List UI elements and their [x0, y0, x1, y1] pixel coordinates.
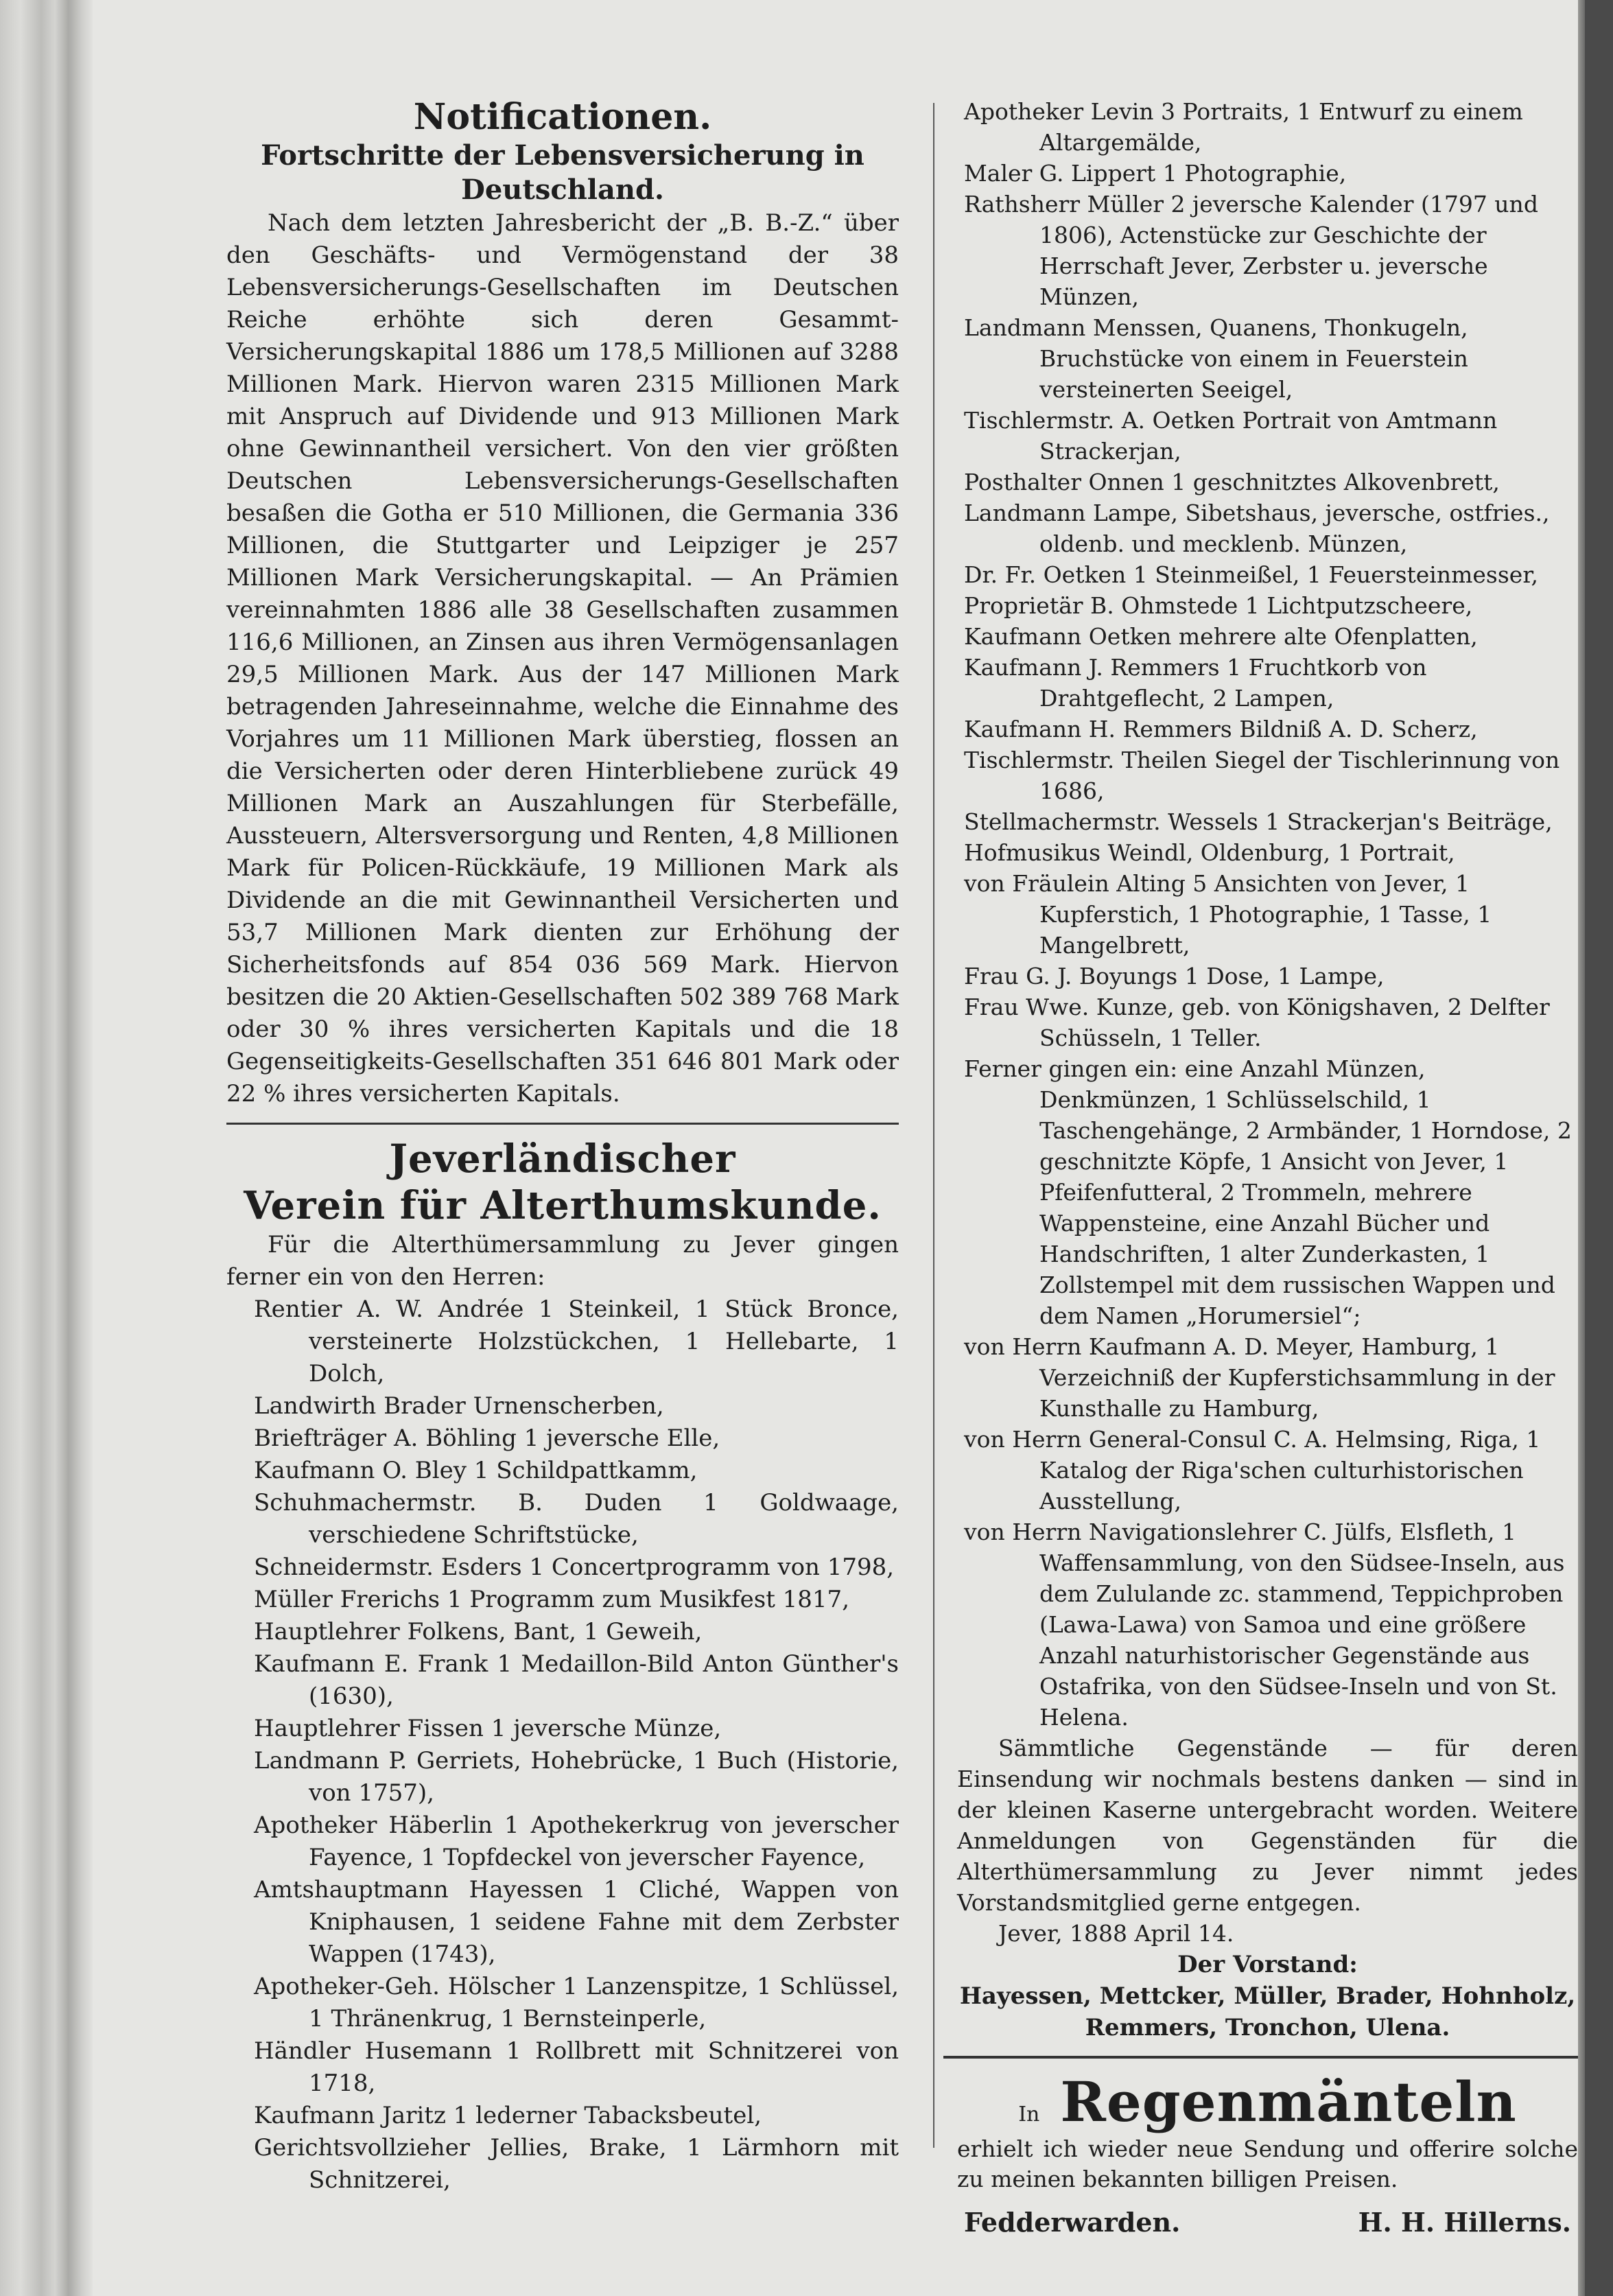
donor-entry: Posthalter Onnen 1 geschnitztes Alkovenbrett, — [964, 469, 1500, 495]
verein-intro: Für die Alterthümersammlung zu Jever gingen ferner ein von den Herren: — [226, 1231, 899, 1291]
donor-entry: Briefträger A. Böhling 1 jeversche Elle, — [254, 1425, 720, 1452]
insurance-article-title: Fortschritte der Lebensversicherung in Deutschland. — [261, 139, 864, 206]
donor-entry: Apotheker Levin 3 Portraits, 1 Entwurf zu einem Altargemälde, — [964, 98, 1523, 156]
donor-entry: Hofmusikus Weindl, Oldenburg, 1 Portrait, — [964, 839, 1455, 866]
donor-entry: Dr. Fr. Oetken 1 Steinmeißel, 1 Feuersteinmesser, — [964, 561, 1538, 588]
donor-entry: Hauptlehrer Folkens, Bant, 1 Geweih, — [254, 1618, 703, 1645]
donor-entry: Kaufmann H. Remmers Bildniß A. D. Scherz, — [964, 716, 1478, 742]
donor-entry: Frau G. J. Boyungs 1 Dose, 1 Lampe, — [964, 963, 1385, 989]
donor-entry: von Herrn Kaufmann A. D. Meyer, Hamburg, 1 Verzeichniß der Kupferstichsammlung in der Kunsthalle zu Hamburg, — [964, 1333, 1555, 1422]
column-divider — [933, 103, 934, 2148]
donor-entry: Stellmachermstr. Wessels 1 Strackerjan's Beiträge, — [964, 808, 1553, 835]
donor-entry: Schneidermstr. Esders 1 Concertprogramm von 1798, — [254, 1554, 895, 1581]
ad-place: Fedderwarden. — [964, 2207, 1181, 2238]
board-names: Hayessen, Mettcker, Müller, Brader, Hohnholz, Remmers, Tronchon, Ulena. — [959, 1982, 1576, 2041]
donor-entry: Frau Wwe. Kunze, geb. von Königshaven, 2 Delfter Schüsseln, 1 Teller. — [964, 994, 1550, 1051]
donor-list-left — [226, 1293, 899, 2197]
section-divider — [226, 1123, 899, 1125]
donor-entry: Apotheker Häberlin 1 Apothekerkrug von jeverscher Fayence, 1 Topfdeckel von jeverscher Fayence, — [254, 1812, 899, 1871]
notice-date: Jever, 1888 April 14. — [998, 1920, 1234, 1947]
donor-entry: Gerichtsvollzieher Jellies, Brake, 1 Lärmhorn mit Schnitzerei, — [254, 2134, 899, 2194]
verein-title-line1: Jeverländischer — [389, 1136, 736, 1182]
notifications-title: Notificationen. — [413, 96, 712, 138]
donor-list-right — [957, 96, 1578, 1733]
right-column — [957, 96, 1578, 2238]
donor-entry: von Fräulein Alting 5 Ansichten von Jever, 1 Kupferstich, 1 Photographie, 1 Tasse, 1 Mangelbrett, — [964, 870, 1492, 959]
ad-footer — [957, 2207, 1578, 2238]
donor-entry: Tischlermstr. Theilen Siegel der Tischlerinnung von 1686, — [964, 747, 1560, 804]
donor-entry: Händler Husemann 1 Rollbrett mit Schnitzerei von 1718, — [254, 2037, 899, 2097]
insurance-article-text: Nach dem letzten Jahresbericht der „B. B.-Z.“ über den Geschäfts- und Vermögenstand der 38 Lebensversicherungs-Gesellschaften im Deutschen Reiche erhöhte sich deren Gesammt-Versicherungskapital 1886 um 178,5 Millionen auf 3288 Millionen Mark. Hiervon waren 2315 Millionen Mark mit Anspruch auf Dividende und 913 Millionen Mark ohne Gewinnantheil versichert. Von den vier größten Deutschen Lebensversicherungs-Gesellschaften besaßen die Gotha er 510 Millionen, die Germania 336 Millionen, die Stuttgarter und Leipziger je 257 Millionen Mark Versicherungskapital. — An Prämien vereinnahmten 1886 alle 38 Gesellschaften zusammen 116,6 Millionen, an Zinsen aus ihren Vermögensanlagen 29,5 Millionen Mark. Aus der 147 Millionen Mark betragenden Jahreseinnahme, welche die Einnahme des Vorjahres um 11 Millionen Mark überstieg, flossen an die Versicherten oder deren Hinterbliebene zurück 49 Millionen Mark an Auszahlungen für Sterbefälle, Aussteuern, Altersversorgung und Renten, 4,8 Millionen Mark für Policen-Rückkäufe, 19 Millionen Mark als Dividende an die mit Gewinnantheil Versicherten und 53,7 Millionen Mark dienten zur Erhöhung der Sicherheitsfonds auf 854 036 569 Mark. Hiervon besitzen die 20 Aktien-Gesellschaften 502 389 768 Mark oder 30 % ihres versicherten Kapitals und die 18 Gegenseitigkeits-Gesellschaften 351 646 801 Mark oder 22 % ihres versicherten Kapitals. — [226, 209, 899, 1108]
donor-entry: Kaufmann E. Frank 1 Medaillon-Bild Anton Günther's (1630), — [254, 1650, 899, 1710]
donor-entry: Tischlermstr. A. Oetken Portrait von Amtmann Strackerjan, — [964, 407, 1498, 465]
donor-entry: Rentier A. W. Andrée 1 Steinkeil, 1 Stück Bronce, versteinerte Holzstückchen, 1 Hellebarte, 1 Dolch, — [254, 1296, 899, 1387]
donor-entry: Müller Frerichs 1 Programm zum Musikfest 1817, — [254, 1586, 849, 1613]
donor-entry: von Herrn Navigationslehrer C. Jülfs, Elsfleth, 1 Waffensammlung, von den Südsee-Inseln, aus dem Zululande zc. stammend, Teppichproben (Lawa-Lawa) von Samoa und eine größere Anzahl naturhistorischer Gegenstände aus Ostafrika, von den Südsee-Inseln und von St. Helena. — [964, 1519, 1565, 1731]
left-column — [226, 96, 899, 2197]
donor-entry: Kaufmann O. Bley 1 Schildpattkamm, — [254, 1457, 698, 1484]
donor-entry: Kaufmann J. Remmers 1 Fruchtkorb von Drahtgeflecht, 2 Lampen, — [964, 654, 1427, 712]
ad-title: Regenmänteln — [1060, 2070, 1517, 2134]
donor-entry: von Herrn General-Consul C. A. Helmsing, Riga, 1 Katalog der Riga'schen culturhistorischen Ausstellung, — [964, 1426, 1541, 1514]
ad-headline — [957, 2070, 1578, 2134]
donor-entry: Kaufmann Jaritz 1 lederner Tabacksbeutel, — [254, 2102, 762, 2129]
ad-text: erhielt ich wieder neue Sendung und offerire solche zu meinen bekannten billigen Preisen. — [957, 2135, 1578, 2192]
donor-entry: Schuhmachermstr. B. Duden 1 Goldwaage, verschiedene Schriftstücke, — [254, 1489, 899, 1549]
donor-entry: Landmann Menssen, Quanens, Thonkugeln, Bruchstücke von einem in Feuerstein versteinerten Seeigel, — [964, 314, 1468, 403]
board-label: Der Vorstand: — [1177, 1951, 1358, 1978]
closing-text: Sämmtliche Gegenstände — für deren Einsendung wir nochmals bestens danken — sind in der kleinen Kaserne untergebracht worden. Weitere Anmeldungen von Gegenständen für die Alterthümersammlung zu Jever nimmt jedes Vorstandsmitglied gerne entgegen. — [957, 1735, 1578, 1916]
donor-entry: Ferner gingen ein: eine Anzahl Münzen, Denkmünzen, 1 Schlüsselschild, 1 Taschengehänge, 2 Armbänder, 1 Horndose, 2 geschnitzte Köpfe, 1 Ansicht von Jever, 1 Pfeifenfutteral, 2 Trommeln, mehrere Wappensteine, eine Anzahl Bücher und Handschriften, 1 alter Zunderkasten, 1 Zollstempel mit dem russischen Wappen und dem Namen „Horumersiel“; — [964, 1055, 1572, 1329]
donor-entry: Landmann P. Gerriets, Hohebrücke, 1 Buch (Historie, von 1757), — [254, 1747, 899, 1807]
donor-entry: Rathsherr Müller 2 jeversche Kalender (1797 und 1806), Actenstücke zur Geschichte der Herrschaft Jever, Zerbster u. jeversche Münzen, — [964, 191, 1538, 310]
ad-in-word: In — [1018, 2102, 1040, 2127]
page-binding — [0, 0, 93, 2296]
donor-entry: Landwirth Brader Urnenscherben, — [254, 1392, 664, 1420]
page-edge-shadow — [1578, 0, 1585, 2296]
donor-entry: Kaufmann Oetken mehrere alte Ofenplatten, — [964, 623, 1478, 650]
donor-entry: Apotheker-Geh. Hölscher 1 Lanzenspitze, 1 Schlüssel, 1 Thränenkrug, 1 Bernsteinperle, — [254, 1973, 899, 2033]
donor-entry: Hauptlehrer Fissen 1 jeversche Münze, — [254, 1715, 722, 1742]
donor-entry: Maler G. Lippert 1 Photographie, — [964, 160, 1347, 187]
donor-entry: Proprietär B. Ohmstede 1 Lichtputzscheere, — [964, 592, 1473, 619]
donor-entry: Landmann Lampe, Sibetshaus, jeversche, ostfries., oldenb. und mecklenb. Münzen, — [964, 500, 1550, 557]
donor-entry: Amtshauptmann Hayessen 1 Cliché, Wappen von Kniphausen, 1 seidene Fahne mit dem Zerbster Wappen (1743), — [254, 1876, 899, 1968]
verein-title-line2: Verein für Alterthumskunde. — [244, 1183, 882, 1228]
ad-merchant-name: H. H. Hillerns. — [1358, 2207, 1571, 2238]
ad-divider — [943, 2056, 1585, 2059]
